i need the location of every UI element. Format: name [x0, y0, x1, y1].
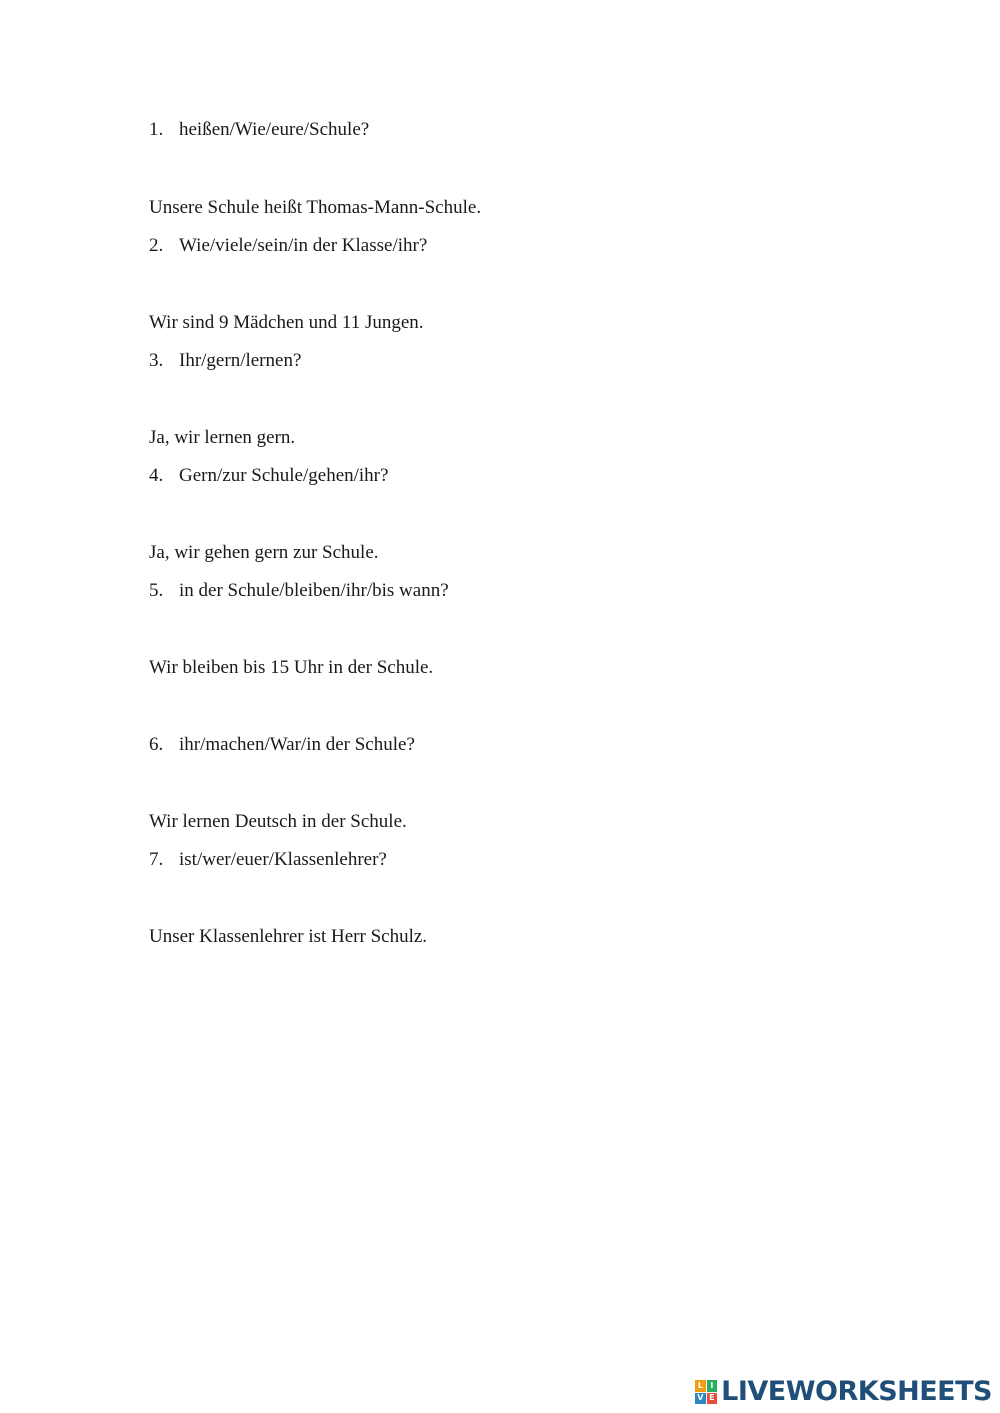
- logo-letter-v: V: [695, 1393, 706, 1405]
- question-number: 1.: [149, 119, 164, 140]
- question-1: [149, 119, 369, 141]
- question-text: ihr/machen/War/in der Schule?: [179, 734, 415, 755]
- question-text: in der Schule/bleiben/ihr/bis wann?: [179, 580, 449, 601]
- answer-3: Ja, wir lernen gern.: [149, 427, 296, 448]
- question-number: 2.: [149, 235, 164, 256]
- answer-1: Unsere Schule heißt Thomas-Mann-Schule.: [149, 197, 482, 218]
- question-text: ist/wer/euer/Klassenlehrer?: [179, 849, 387, 870]
- question-5: [149, 580, 449, 602]
- question-number: 6.: [149, 734, 164, 755]
- question-number: 7.: [149, 849, 164, 870]
- liveworksheets-logo[interactable]: [695, 1377, 992, 1407]
- logo-letter-l: L: [695, 1380, 706, 1392]
- liveworksheets-logo-icon: [695, 1380, 717, 1404]
- question-text: Wie/viele/sein/in der Klasse/ihr?: [179, 235, 428, 256]
- question-text: Gern/zur Schule/gehen/ihr?: [179, 465, 389, 486]
- answer-6: Wir lernen Deutsch in der Schule.: [149, 811, 407, 832]
- question-number: 5.: [149, 580, 164, 601]
- question-7: [149, 849, 387, 871]
- question-text: Ihr/gern/lernen?: [179, 350, 302, 371]
- question-3: [149, 350, 301, 372]
- logo-letter-e: E: [707, 1393, 718, 1405]
- answer-4: Ja, wir gehen gern zur Schule.: [149, 542, 379, 563]
- question-number: 3.: [149, 350, 164, 371]
- liveworksheets-wordmark: LIVEWORKSHEETS: [721, 1376, 992, 1407]
- question-number: 4.: [149, 465, 164, 486]
- answer-5: Wir bleiben bis 15 Uhr in der Schule.: [149, 657, 434, 678]
- answer-2: Wir sind 9 Mädchen und 11 Jungen.: [149, 312, 424, 333]
- question-2: [149, 235, 427, 257]
- question-4: [149, 465, 388, 487]
- logo-letter-i: I: [707, 1380, 718, 1392]
- answer-7: Unser Klassenlehrer ist Herr Schulz.: [149, 926, 428, 947]
- question-6: [149, 734, 415, 756]
- question-text: heißen/Wie/eure/Schule?: [179, 119, 370, 140]
